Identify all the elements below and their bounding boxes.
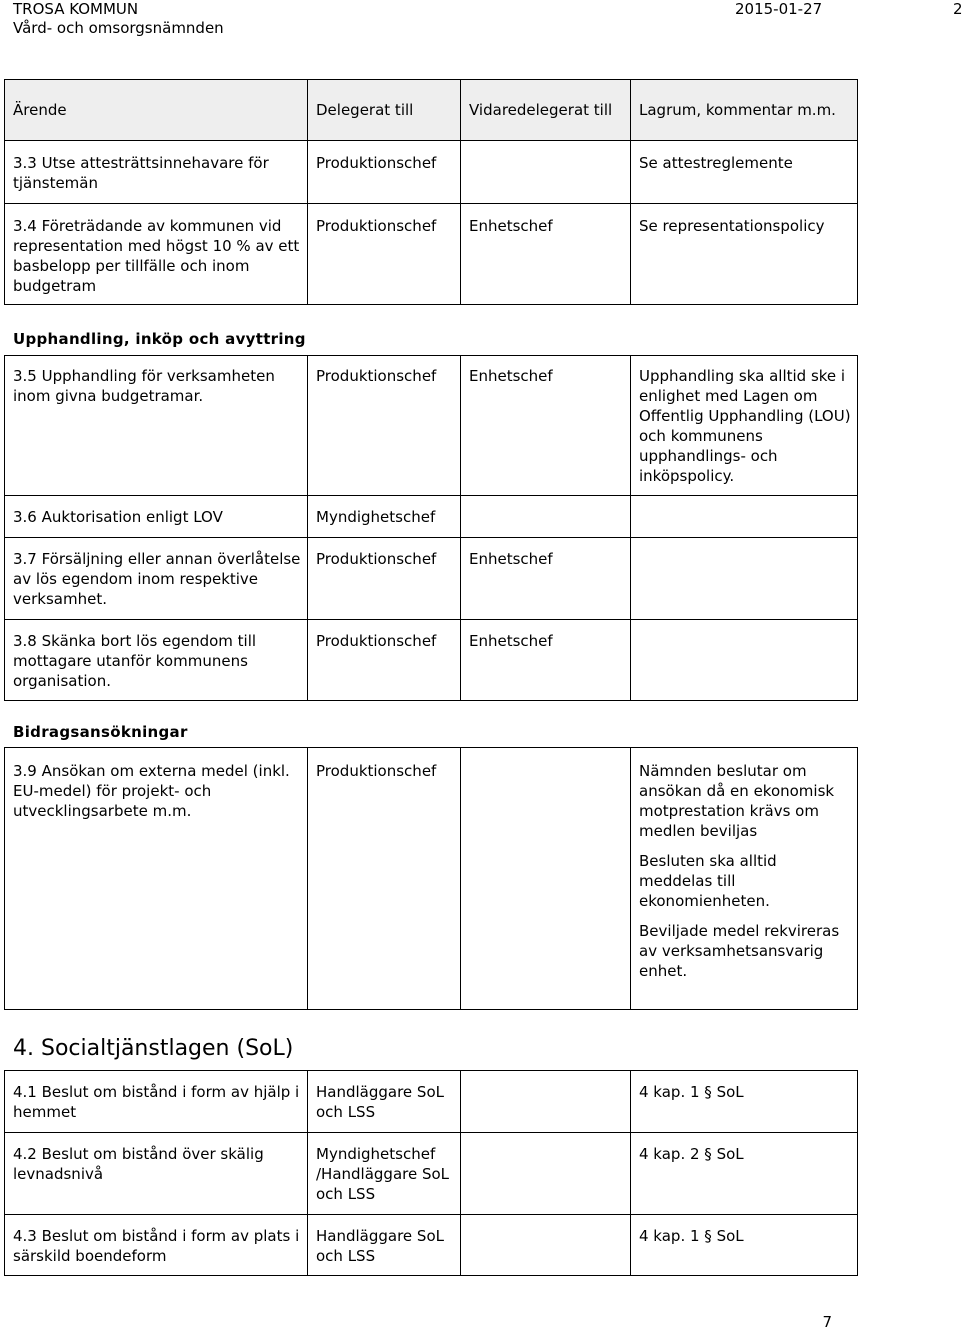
cell-delegerat: Handläggare SoL och LSS	[308, 1071, 461, 1133]
column-header-arende: Ärende	[5, 80, 308, 141]
column-header-vidaredelegerat: Vidaredelegerat till	[461, 80, 631, 141]
table-row	[5, 538, 858, 620]
comment-paragraph: Besluten ska alltid meddelas till ekonomienheten.	[639, 852, 777, 910]
table-row	[5, 620, 858, 701]
cell-arende: 3.7 Försäljning eller annan överlåtelse av lös egendom inom respektive verksamhet.	[5, 538, 308, 620]
cell-arende: 3.9 Ansökan om externa medel (inkl. EU-medel) för projekt- och utvecklingsarbete m.m.	[5, 748, 308, 1010]
cell-vidaredelegerat: Enhetschef	[461, 356, 631, 496]
cell-delegerat: Handläggare SoL och LSS	[308, 1215, 461, 1276]
cell-delegerat: Produktionschef	[308, 204, 461, 305]
cell-delegerat: Produktionschef	[308, 748, 461, 1010]
cell-arende: 3.4 Företrädande av kommunen vid representation med högst 10 % av ett basbelopp per tillfälle och inom budgetram	[5, 204, 308, 305]
cell-vidaredelegerat	[461, 1071, 631, 1133]
table-header-row	[5, 80, 858, 141]
cell-lagrum	[631, 496, 858, 538]
cell-lagrum: 4 kap. 2 § SoL	[631, 1133, 858, 1215]
section-heading-upphandling: Upphandling, inköp och avyttring	[13, 330, 306, 348]
cell-delegerat: Produktionschef	[308, 620, 461, 701]
cell-arende: 3.8 Skänka bort lös egendom till mottagare utanför kommunens organisation.	[5, 620, 308, 701]
column-header-lagrum: Lagrum, kommentar m.m.	[631, 80, 858, 141]
table-row	[5, 204, 858, 305]
cell-vidaredelegerat	[461, 496, 631, 538]
table-row	[5, 1133, 858, 1215]
cell-arende: 3.3 Utse attesträttsinnehavare för tjänstemän	[5, 141, 308, 204]
org-name: TROSA KOMMUN	[13, 0, 139, 18]
cell-lagrum	[631, 748, 858, 1010]
page-edge-number: 2	[953, 0, 963, 18]
cell-lagrum: 4 kap. 1 § SoL	[631, 1215, 858, 1276]
cell-delegerat: Produktionschef	[308, 356, 461, 496]
cell-arende: 3.5 Upphandling för verksamheten inom givna budgetramar.	[5, 356, 308, 496]
column-header-delegerat: Delegerat till	[308, 80, 461, 141]
cell-arende: 3.6 Auktorisation enligt LOV	[5, 496, 308, 538]
table-row	[5, 141, 858, 204]
board-name: Vård- och omsorgsnämnden	[13, 19, 224, 37]
cell-vidaredelegerat: Enhetschef	[461, 204, 631, 305]
table-row	[5, 748, 858, 1010]
cell-arende: 4.1 Beslut om bistånd i form av hjälp i hemmet	[5, 1071, 308, 1133]
cell-lagrum: Se representationspolicy	[631, 204, 858, 305]
table-row	[5, 1071, 858, 1133]
delegation-table-sol	[4, 1070, 858, 1276]
cell-vidaredelegerat: Enhetschef	[461, 538, 631, 620]
cell-vidaredelegerat: Enhetschef	[461, 620, 631, 701]
cell-lagrum: 4 kap. 1 § SoL	[631, 1071, 858, 1133]
table-row	[5, 496, 858, 538]
comment-paragraph: Nämnden beslutar om ansökan då en ekonomisk motprestation krävs om medlen beviljas	[639, 762, 835, 840]
delegation-table-bidrag	[4, 747, 858, 1010]
cell-delegerat: Myndighetschef	[308, 496, 461, 538]
cell-delegerat: Produktionschef	[308, 538, 461, 620]
cell-arende: 4.2 Beslut om bistånd över skälig levnadsnivå	[5, 1133, 308, 1215]
comment-paragraph: Beviljade medel rekvireras av verksamhetsansvarig enhet.	[639, 922, 840, 980]
cell-delegerat: Myndighetschef /Handläggare SoL och LSS	[308, 1133, 461, 1215]
cell-lagrum: Se attestreglemente	[631, 141, 858, 204]
cell-lagrum: Upphandling ska alltid ske i enlighet med Lagen om Offentlig Upphandling (LOU) och kommunens upphandlings- och inköpspolicy.	[631, 356, 858, 496]
cell-vidaredelegerat	[461, 1215, 631, 1276]
table-row	[5, 356, 858, 496]
cell-lagrum	[631, 538, 858, 620]
cell-vidaredelegerat	[461, 1133, 631, 1215]
page-number: 7	[822, 1313, 832, 1331]
delegation-table-general	[4, 79, 858, 305]
chapter-heading-sol: 4. Socialtjänstlagen (SoL)	[13, 1036, 294, 1061]
section-heading-bidrag: Bidragsansökningar	[13, 723, 188, 741]
cell-lagrum	[631, 620, 858, 701]
document-date: 2015-01-27	[735, 0, 823, 18]
cell-vidaredelegerat	[461, 748, 631, 1010]
cell-delegerat: Produktionschef	[308, 141, 461, 204]
table-row	[5, 1215, 858, 1276]
cell-vidaredelegerat	[461, 141, 631, 204]
cell-arende: 4.3 Beslut om bistånd i form av plats i särskild boendeform	[5, 1215, 308, 1276]
delegation-table-upphandling	[4, 355, 858, 701]
